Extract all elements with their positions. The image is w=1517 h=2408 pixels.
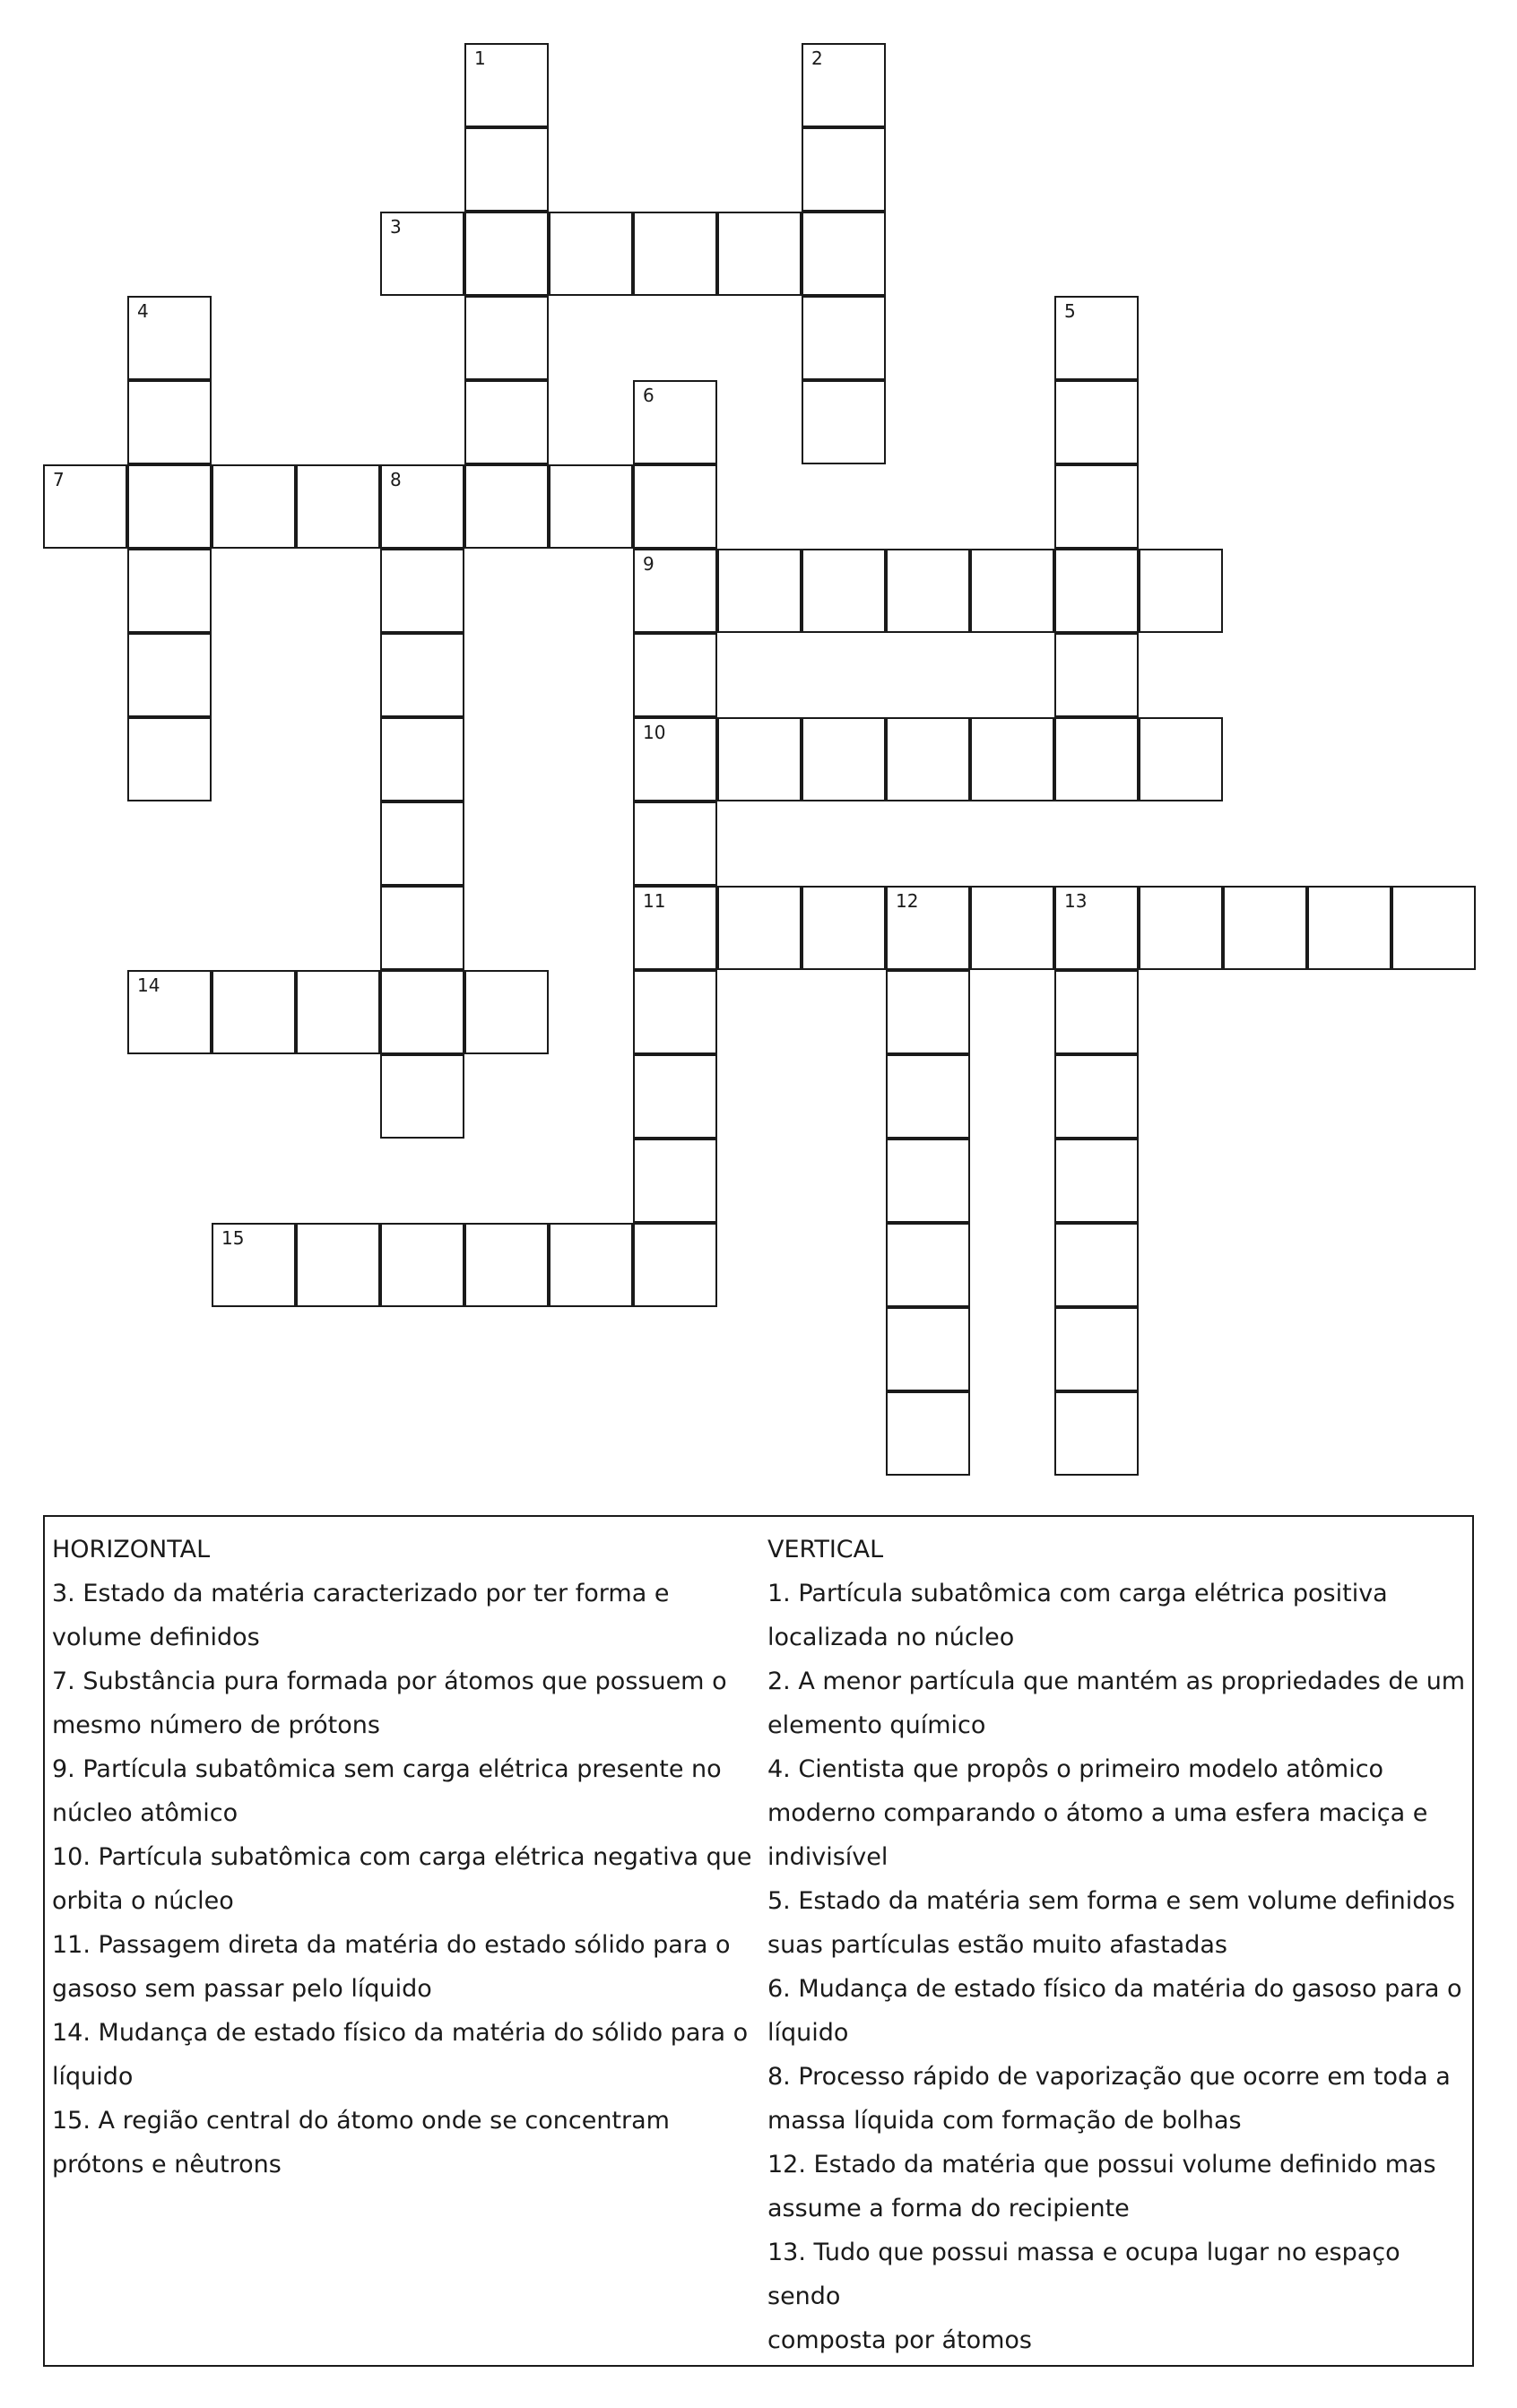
- grid-cell[interactable]: [296, 970, 380, 1054]
- grid-cell[interactable]: [886, 549, 970, 633]
- grid-cell[interactable]: [1054, 1139, 1139, 1223]
- letter-input[interactable]: [382, 1056, 463, 1137]
- grid-cell[interactable]: [1054, 1307, 1139, 1391]
- letter-input[interactable]: [888, 550, 968, 631]
- letter-input[interactable]: [719, 550, 800, 631]
- grid-cell[interactable]: [464, 464, 549, 549]
- grid-cell[interactable]: [886, 970, 970, 1054]
- grid-cell[interactable]: [802, 380, 886, 464]
- grid-cell[interactable]: [802, 717, 886, 801]
- grid-cell[interactable]: [633, 633, 717, 717]
- clue-text: 2. A menor partícula que mantém as propriedades de um: [767, 1667, 1466, 1695]
- letter-input[interactable]: [1056, 719, 1137, 800]
- clue-number: 9: [643, 553, 654, 575]
- letter-input[interactable]: [129, 972, 210, 1052]
- letter-input[interactable]: [298, 1225, 378, 1305]
- grid-cell[interactable]: [1054, 717, 1139, 801]
- clue-text: núcleo atômico: [52, 1799, 238, 1827]
- grid-cell[interactable]: [1391, 886, 1476, 970]
- letter-input[interactable]: [635, 1225, 715, 1305]
- grid-cell[interactable]: [1139, 549, 1223, 633]
- grid-cell[interactable]: [1054, 464, 1139, 549]
- letter-input[interactable]: [972, 888, 1053, 968]
- grid-cell[interactable]: [633, 717, 717, 801]
- grid-cell[interactable]: [549, 212, 633, 296]
- grid-cell[interactable]: [549, 464, 633, 549]
- letter-input[interactable]: [382, 888, 463, 968]
- letter-input[interactable]: [1140, 550, 1221, 631]
- clue-text: assume a forma do recipiente: [767, 2195, 1130, 2222]
- letter-input[interactable]: [466, 972, 547, 1052]
- letter-input[interactable]: [803, 45, 884, 126]
- clue-text: 3. Estado da matéria caracterizado por ter forma e: [52, 1580, 670, 1607]
- letter-input[interactable]: [129, 382, 210, 463]
- letter-input[interactable]: [888, 888, 968, 968]
- grid-cell[interactable]: [1054, 1391, 1139, 1476]
- clue-number: 14: [137, 974, 160, 996]
- clue-text: 5. Estado da matéria sem forma e sem volume definidos: [767, 1887, 1455, 1915]
- grid-cell[interactable]: [1054, 886, 1139, 970]
- letter-input[interactable]: [972, 550, 1053, 631]
- grid-cell[interactable]: [43, 464, 127, 549]
- letter-input[interactable]: [1056, 466, 1137, 547]
- letter-input[interactable]: [466, 382, 547, 463]
- grid-cell[interactable]: [549, 1223, 633, 1307]
- grid-cell[interactable]: [633, 1223, 717, 1307]
- letter-input[interactable]: [888, 1056, 968, 1137]
- grid-cell[interactable]: [296, 1223, 380, 1307]
- letter-input[interactable]: [382, 213, 463, 294]
- clue-text: 9. Partícula subatômica sem carga elétrica presente no: [52, 1755, 722, 1783]
- vertical-clues: [767, 1528, 1467, 2362]
- clue-text: 8. Processo rápido de vaporização que ocorre em toda a: [767, 2063, 1451, 2091]
- grid-cell[interactable]: [464, 970, 549, 1054]
- grid-cell[interactable]: [380, 212, 464, 296]
- letter-input[interactable]: [635, 803, 715, 884]
- grid-cell[interactable]: [464, 43, 549, 127]
- grid-cell[interactable]: [380, 801, 464, 886]
- letter-input[interactable]: [382, 719, 463, 800]
- letter-input[interactable]: [466, 213, 547, 294]
- letter-input[interactable]: [550, 466, 631, 547]
- clue-text: orbita o núcleo: [52, 1887, 234, 1915]
- grid-cell[interactable]: [717, 212, 802, 296]
- grid-cell[interactable]: [717, 717, 802, 801]
- clue-text: indivisível: [767, 1843, 889, 1871]
- grid-cell[interactable]: [633, 380, 717, 464]
- letter-input[interactable]: [719, 213, 800, 294]
- letter-input[interactable]: [803, 888, 884, 968]
- clue-number: 11: [643, 890, 666, 912]
- letter-input[interactable]: [1056, 382, 1137, 463]
- letter-input[interactable]: [635, 382, 715, 463]
- letter-input[interactable]: [888, 1140, 968, 1221]
- letter-input[interactable]: [888, 1225, 968, 1305]
- grid-cell[interactable]: [1054, 1054, 1139, 1139]
- grid-cell[interactable]: [886, 1391, 970, 1476]
- letter-input[interactable]: [382, 635, 463, 715]
- letter-input[interactable]: [1140, 888, 1221, 968]
- letter-input[interactable]: [1309, 888, 1390, 968]
- letter-input[interactable]: [45, 466, 126, 547]
- grid-cell[interactable]: [886, 717, 970, 801]
- grid-cell[interactable]: [633, 970, 717, 1054]
- letter-input[interactable]: [803, 129, 884, 210]
- letter-input[interactable]: [803, 550, 884, 631]
- grid-cell[interactable]: [296, 464, 380, 549]
- clue-text: moderno comparando o átomo a uma esfera maciça e: [767, 1799, 1428, 1827]
- grid-cell[interactable]: [886, 1139, 970, 1223]
- letter-input[interactable]: [888, 1393, 968, 1474]
- letter-input[interactable]: [1056, 1056, 1137, 1137]
- clue-text: localizada no núcleo: [767, 1624, 1015, 1651]
- clue-number: 4: [137, 300, 149, 322]
- grid-cell[interactable]: [212, 1223, 296, 1307]
- clue-text: composta por átomos: [767, 2326, 1032, 2354]
- clue-text: suas partículas estão muito afastadas: [767, 1931, 1227, 1959]
- letter-input[interactable]: [129, 635, 210, 715]
- clue-text: 10. Partícula subatômica com carga elétrica negativa que: [52, 1843, 752, 1871]
- grid-cell[interactable]: [633, 1054, 717, 1139]
- clue-text: 12. Estado da matéria que possui volume definido mas: [767, 2151, 1436, 2178]
- grid-cell[interactable]: [464, 380, 549, 464]
- letter-input[interactable]: [466, 45, 547, 126]
- grid-cell[interactable]: [212, 970, 296, 1054]
- grid-cell[interactable]: [1139, 886, 1223, 970]
- vertical-clue-list: [767, 1572, 1467, 2362]
- letter-input[interactable]: [1056, 888, 1137, 968]
- letter-input[interactable]: [129, 719, 210, 800]
- letter-input[interactable]: [803, 382, 884, 463]
- letter-input[interactable]: [129, 466, 210, 547]
- letter-input[interactable]: [1056, 550, 1137, 631]
- horizontal-clue-list: [52, 1572, 769, 2187]
- grid-cell[interactable]: [886, 1223, 970, 1307]
- clue-text: 13. Tudo que possui massa e ocupa lugar no espaço sendo: [767, 2239, 1400, 2310]
- grid-cell[interactable]: [970, 886, 1054, 970]
- letter-input[interactable]: [213, 466, 294, 547]
- grid-cell[interactable]: [1139, 717, 1223, 801]
- letter-input[interactable]: [635, 213, 715, 294]
- grid-cell[interactable]: [380, 633, 464, 717]
- letter-input[interactable]: [382, 550, 463, 631]
- clue-number: 13: [1064, 890, 1088, 912]
- letter-input[interactable]: [213, 1225, 294, 1305]
- grid-cell[interactable]: [464, 296, 549, 380]
- letter-input[interactable]: [466, 129, 547, 210]
- letter-input[interactable]: [888, 972, 968, 1052]
- grid-cell[interactable]: [1054, 380, 1139, 464]
- clue-number: 15: [221, 1227, 245, 1249]
- grid-cell[interactable]: [886, 886, 970, 970]
- grid-cell[interactable]: [970, 717, 1054, 801]
- horizontal-clues: [52, 1528, 769, 2187]
- letter-input[interactable]: [635, 1056, 715, 1137]
- horizontal-title: HORIZONTAL: [52, 1536, 211, 1563]
- grid-cell[interactable]: [802, 127, 886, 212]
- letter-input[interactable]: [635, 888, 715, 968]
- letter-input[interactable]: [635, 466, 715, 547]
- letter-input[interactable]: [803, 719, 884, 800]
- grid-cell[interactable]: [464, 1223, 549, 1307]
- grid-cell[interactable]: [802, 886, 886, 970]
- letter-input[interactable]: [972, 719, 1053, 800]
- letter-input[interactable]: [719, 888, 800, 968]
- clue-text: 1. Partícula subatômica com carga elétrica positiva: [767, 1580, 1388, 1607]
- grid-cell[interactable]: [380, 717, 464, 801]
- letter-input[interactable]: [1140, 719, 1221, 800]
- grid-cell[interactable]: [464, 212, 549, 296]
- vertical-title: VERTICAL: [767, 1536, 884, 1563]
- grid-cell[interactable]: [1307, 886, 1391, 970]
- clue-text: 15. A região central do átomo onde se concentram: [52, 2107, 670, 2135]
- grid-cell[interactable]: [212, 464, 296, 549]
- grid-cell[interactable]: [886, 1054, 970, 1139]
- clue-text: 6. Mudança de estado físico da matéria do gasoso para o: [767, 1975, 1462, 2003]
- letter-input[interactable]: [466, 466, 547, 547]
- grid-cell[interactable]: [380, 464, 464, 549]
- letter-input[interactable]: [888, 1309, 968, 1390]
- grid-cell[interactable]: [802, 212, 886, 296]
- grid-cell[interactable]: [127, 549, 212, 633]
- grid-cell[interactable]: [127, 970, 212, 1054]
- clue-text: líquido: [767, 2019, 849, 2047]
- letter-input[interactable]: [888, 719, 968, 800]
- grid-cell[interactable]: [1054, 549, 1139, 633]
- clue-number: 2: [811, 48, 823, 69]
- letter-input[interactable]: [129, 298, 210, 378]
- letter-input[interactable]: [298, 972, 378, 1052]
- clue-text: líquido: [52, 2063, 134, 2091]
- grid-cell[interactable]: [633, 212, 717, 296]
- clue-text: 7. Substância pura formada por átomos que possuem o: [52, 1667, 727, 1695]
- letter-input[interactable]: [1056, 298, 1137, 378]
- letter-input[interactable]: [1393, 888, 1474, 968]
- letter-input[interactable]: [1056, 1225, 1137, 1305]
- letter-input[interactable]: [1056, 1393, 1137, 1474]
- grid-cell[interactable]: [1054, 633, 1139, 717]
- grid-cell[interactable]: [127, 464, 212, 549]
- letter-input[interactable]: [1225, 888, 1305, 968]
- letter-input[interactable]: [550, 213, 631, 294]
- letter-input[interactable]: [635, 972, 715, 1052]
- grid-cell[interactable]: [1054, 296, 1139, 380]
- clue-text: mesmo número de prótons: [52, 1711, 380, 1739]
- letter-input[interactable]: [382, 972, 463, 1052]
- grid-cell[interactable]: [464, 127, 549, 212]
- clue-number: 5: [1064, 300, 1076, 322]
- clue-text: 4. Cientista que propôs o primeiro modelo atômico: [767, 1755, 1384, 1783]
- clue-number: 3: [390, 216, 402, 238]
- letter-input[interactable]: [382, 466, 463, 547]
- clue-number: 10: [643, 722, 666, 743]
- grid-cell[interactable]: [1054, 1223, 1139, 1307]
- letter-input[interactable]: [635, 550, 715, 631]
- clue-number: 6: [643, 385, 654, 406]
- grid-cell[interactable]: [380, 549, 464, 633]
- letter-input[interactable]: [213, 972, 294, 1052]
- letter-input[interactable]: [382, 1225, 463, 1305]
- clue-text: 14. Mudança de estado físico da matéria do sólido para o: [52, 2019, 749, 2047]
- grid-cell[interactable]: [380, 1054, 464, 1139]
- clue-text: gasoso sem passar pelo líquido: [52, 1975, 432, 2003]
- clue-text: 11. Passagem direta da matéria do estado sólido para o: [52, 1931, 731, 1959]
- grid-cell[interactable]: [633, 1139, 717, 1223]
- grid-cell[interactable]: [1054, 970, 1139, 1054]
- grid-cell[interactable]: [127, 717, 212, 801]
- grid-cell[interactable]: [127, 633, 212, 717]
- letter-input[interactable]: [635, 635, 715, 715]
- grid-cell[interactable]: [886, 1307, 970, 1391]
- grid-cell[interactable]: [633, 801, 717, 886]
- grid-cell[interactable]: [127, 296, 212, 380]
- letter-input[interactable]: [635, 719, 715, 800]
- letter-input[interactable]: [1056, 1309, 1137, 1390]
- grid-cell[interactable]: [717, 549, 802, 633]
- clue-text: prótons e nêutrons: [52, 2151, 282, 2178]
- letter-input[interactable]: [635, 1140, 715, 1221]
- clue-number: 7: [53, 469, 65, 490]
- letter-input[interactable]: [1056, 972, 1137, 1052]
- letter-input[interactable]: [1056, 635, 1137, 715]
- letter-input[interactable]: [129, 550, 210, 631]
- grid-cell[interactable]: [380, 1223, 464, 1307]
- clue-number: 8: [390, 469, 402, 490]
- letter-input[interactable]: [466, 1225, 547, 1305]
- letter-input[interactable]: [298, 466, 378, 547]
- clues-panel: [43, 1515, 1474, 2367]
- grid-cell[interactable]: [970, 549, 1054, 633]
- grid-cell[interactable]: [717, 886, 802, 970]
- grid-cell[interactable]: [802, 549, 886, 633]
- clue-text: volume definidos: [52, 1624, 260, 1651]
- letter-input[interactable]: [1056, 1140, 1137, 1221]
- grid-cell[interactable]: [380, 886, 464, 970]
- clue-text: massa líquida com formação de bolhas: [767, 2107, 1242, 2135]
- letter-input[interactable]: [466, 298, 547, 378]
- letter-input[interactable]: [803, 213, 884, 294]
- grid-cell[interactable]: [127, 380, 212, 464]
- grid-cell[interactable]: [380, 970, 464, 1054]
- grid-cell[interactable]: [1223, 886, 1307, 970]
- grid-cell[interactable]: [802, 43, 886, 127]
- clue-number: 12: [896, 890, 919, 912]
- grid-cell[interactable]: [802, 296, 886, 380]
- clue-number: 1: [474, 48, 486, 69]
- grid-cell[interactable]: [633, 886, 717, 970]
- letter-input[interactable]: [719, 719, 800, 800]
- grid-cell[interactable]: [633, 464, 717, 549]
- letter-input[interactable]: [803, 298, 884, 378]
- letter-input[interactable]: [550, 1225, 631, 1305]
- clue-text: elemento químico: [767, 1711, 986, 1739]
- letter-input[interactable]: [382, 803, 463, 884]
- grid-cell[interactable]: [633, 549, 717, 633]
